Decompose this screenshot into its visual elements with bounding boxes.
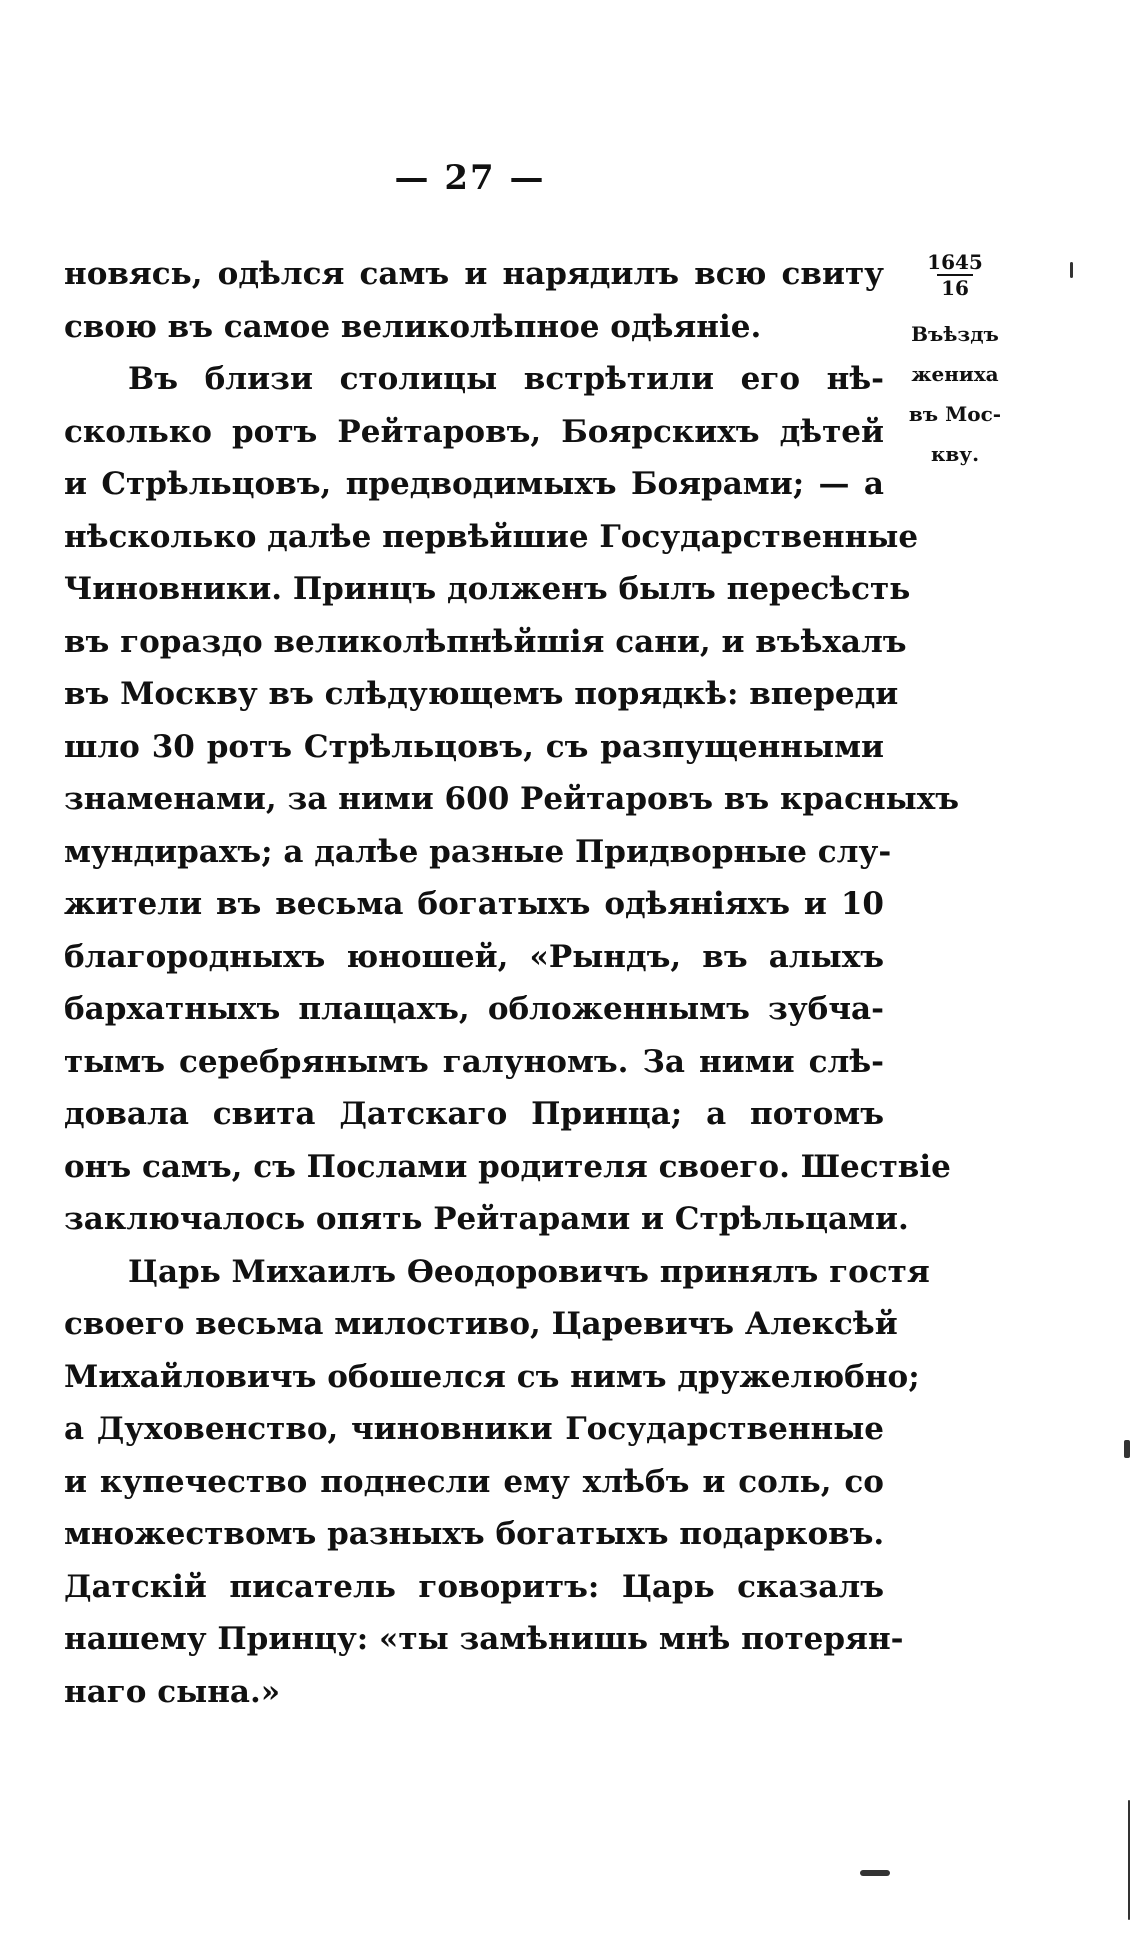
text-line: довала свита Датскаго Принца; а потомъ (64, 1096, 884, 1132)
text-line: нашему Принцу: «ты замѣнишь мнѣ потерян- (64, 1621, 904, 1657)
margin-note-line: жениха (911, 362, 999, 386)
page-number: — 27 — (394, 158, 546, 198)
text-line: новясь, одѣлся самъ и нарядилъ всю свиту (64, 256, 884, 292)
text-line: наго сына.» (64, 1673, 281, 1710)
margin-year-top: 1645 (927, 250, 983, 274)
text-line: знаменами, за ними 600 Рейтаровъ въ красныхъ (64, 781, 960, 817)
text-line: свою въ самое великолѣпное одѣяніе. (64, 308, 762, 345)
text-line: Царь Михаилъ Ѳеодоровичъ принялъ гостя (128, 1253, 930, 1290)
text-line: своего весьма милостиво, Царевичъ Алексѣй (64, 1306, 898, 1342)
margin-year-bottom: 16 (937, 274, 973, 300)
text-line: а Духовенство, чиновники Государственные (64, 1411, 884, 1447)
text-line: и Стрѣльцовъ, предводимыхъ Боярами; — а (64, 466, 884, 502)
text-line: бархатныхъ плащахъ, обложеннымъ зубча- (64, 991, 884, 1027)
text-line: и купечество поднесли ему хлѣбъ и соль, со (64, 1463, 884, 1500)
scan-speck (1124, 1440, 1130, 1458)
text-line: сколько ротъ Рейтаровъ, Боярскихъ дѣтей (64, 413, 884, 450)
text-line: шло 30 ротъ Стрѣльцовъ, съ разпущенными (64, 728, 884, 765)
text-line: Датскій писатель говоритъ: Царь сказалъ (64, 1568, 884, 1605)
scan-speck (1070, 262, 1073, 278)
text-line: въ гораздо великолѣпнѣйшія сани, и въѣхалъ (64, 623, 907, 660)
text-line: Чиновники. Принцъ долженъ былъ пересѣсть (64, 571, 911, 607)
scan-speck (1128, 1800, 1130, 1920)
text-line: онъ самъ, съ Послами родителя своего. Шествіе (64, 1148, 951, 1185)
text-line: заключалось опять Рейтарами и Стрѣльцами. (64, 1201, 909, 1237)
text-line: благородныхъ юношей, «Рындъ, въ алыхъ (64, 938, 884, 975)
text-line: тымъ серебрянымъ галуномъ. За ними слѣ- (64, 1043, 884, 1080)
text-line: нѣсколько далѣе первѣйшие Государственные (64, 518, 919, 555)
margin-note-line: Въѣздъ (911, 322, 999, 346)
scan-speck (860, 1870, 890, 1876)
text-line: мундирахъ; а далѣе разные Придворные слу- (64, 833, 892, 870)
text-line: Михайловичъ обошелся съ нимъ дружелюбно; (64, 1358, 920, 1395)
text-line: множествомъ разныхъ богатыхъ подарковъ. (64, 1516, 885, 1552)
text-line: жители въ весьма богатыхъ одѣяніяхъ и 10 (64, 886, 884, 922)
margin-note (902, 250, 1008, 474)
margin-note-line: въ Мос- (908, 402, 1002, 426)
text-line: Въ близи столицы встрѣтили его нѣ- (128, 361, 884, 397)
text-line: въ Москву въ слѣдующемъ порядкѣ: впереди (64, 676, 899, 712)
margin-note-line: кву. (930, 442, 980, 466)
margin-note-text (902, 314, 1008, 474)
